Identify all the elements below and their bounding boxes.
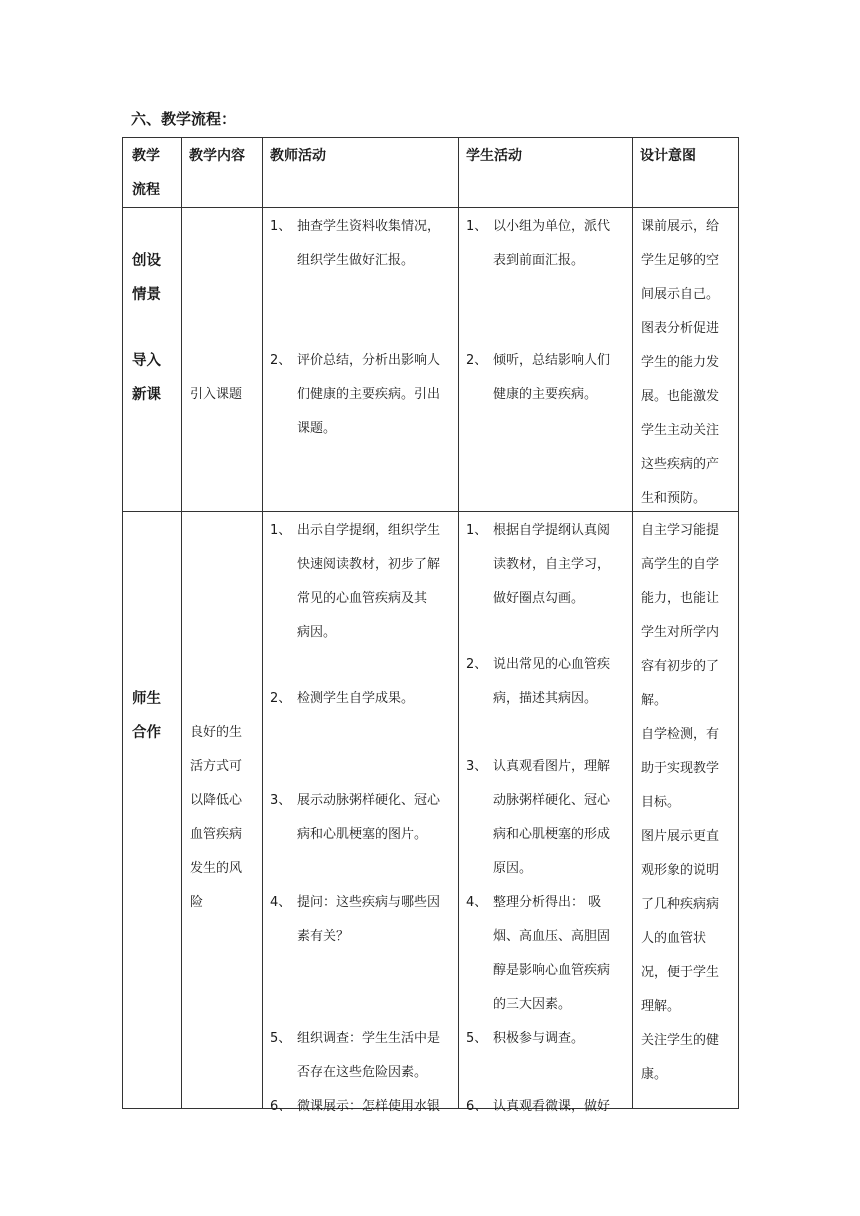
row2-stage-line: 合作 <box>132 725 161 741</box>
row1-intent-line: 展。也能激发 <box>641 389 720 404</box>
row1-intent-line: 学生足够的空 <box>641 253 720 268</box>
row1-intent-line: 学生主动关注 <box>641 423 720 438</box>
row2-intent-line: 自主学习能提 <box>641 523 720 538</box>
row2-teacher-num: 6、 <box>270 1099 292 1114</box>
row2-teacher-line: 微课展示：怎样使用水银 <box>297 1099 441 1114</box>
row2-student-line: 整理分析得出： 吸 <box>493 895 602 910</box>
row1-student-cell <box>459 208 633 512</box>
row2-student-line: 认真观看微课，做好 <box>493 1099 611 1114</box>
row1-intent-line: 生和预防。 <box>641 491 707 506</box>
header-stage-line: 流程 <box>132 182 160 198</box>
row2-teacher-line: 提问：这些疾病与哪些因 <box>297 895 441 910</box>
row1-teacher-cell <box>263 208 459 512</box>
row2-content-line: 发生的风 <box>190 861 243 876</box>
row1-stage-line: 导入 <box>132 353 161 369</box>
table-row-intro <box>123 208 739 512</box>
row2-intent-line: 关注学生的健 <box>641 1033 720 1048</box>
row1-student-line: 表到前面汇报。 <box>493 253 585 268</box>
row1-intent-line: 间展示自己。 <box>641 287 720 302</box>
row2-student-line: 的三大因素。 <box>493 997 572 1012</box>
row2-student-line: 原因。 <box>493 861 533 876</box>
row2-content-cell <box>182 512 263 1109</box>
row1-student-num: 1、 <box>466 219 488 234</box>
header-teacher <box>263 138 459 208</box>
row2-teacher-line: 出示自学提纲，组织学生 <box>297 523 441 538</box>
row2-teacher-num: 5、 <box>270 1031 292 1046</box>
row2-teacher-line: 素有关？ <box>297 929 350 944</box>
row2-intent-line: 解。 <box>641 693 668 708</box>
row1-teacher-line: 评价总结，分析出影响人 <box>297 353 441 368</box>
row2-student-line: 根据自学提纲认真阅 <box>493 523 611 538</box>
row2-content-line: 以降低心 <box>190 793 243 808</box>
header-student-label: 学生活动 <box>466 148 522 164</box>
table-header-row <box>123 138 739 208</box>
row2-teacher-line: 组织调查：学生生活中是 <box>297 1031 441 1046</box>
row2-intent-line: 理解。 <box>641 999 681 1014</box>
row2-teacher-line: 病和心肌梗塞的图片。 <box>297 827 428 842</box>
row2-teacher-num: 3、 <box>270 793 292 808</box>
row1-stage-line: 创设 <box>132 253 161 269</box>
row1-intent-line: 这些疾病的产 <box>641 457 720 472</box>
row2-intent-line: 助于实现教学 <box>641 761 720 776</box>
row1-student-line: 倾听，总结影响人们 <box>493 353 611 368</box>
row2-intent-line: 学生对所学内 <box>641 625 720 640</box>
teaching-flow-table <box>122 137 739 1114</box>
row2-intent-line: 能力，也能让 <box>641 591 720 606</box>
row2-stage-line: 师生 <box>132 691 161 707</box>
row1-teacher-line: 课题。 <box>297 421 337 436</box>
row2-student-num: 4、 <box>466 895 488 910</box>
header-stage-label <box>132 139 181 207</box>
header-stage-line: 教学 <box>132 148 160 164</box>
row1-teacher-line: 抽查学生资料收集情况， <box>297 219 441 234</box>
row1-teacher-line: 组织学生做好汇报。 <box>297 253 415 268</box>
row1-content-text: 引入课题 <box>190 387 243 402</box>
row1-content-cell <box>182 208 263 512</box>
header-content-label: 教学内容 <box>189 148 245 164</box>
row2-student-line: 认真观看图片，理解 <box>493 759 611 774</box>
row2-student-line: 读教材，自主学习， <box>493 557 611 572</box>
row1-teacher-num: 1、 <box>270 219 292 234</box>
row2-teacher-line: 检测学生自学成果。 <box>297 691 415 706</box>
header-intent <box>633 138 739 208</box>
row2-student-num: 2、 <box>466 657 488 672</box>
row2-intent-line: 康。 <box>641 1067 668 1082</box>
header-content <box>182 138 263 208</box>
row1-intent-line: 图表分析促进 <box>641 321 720 336</box>
row2-intent-line: 观形象的说明 <box>641 863 720 878</box>
row2-student-num: 3、 <box>466 759 488 774</box>
row2-teacher-line: 否存在这些危险因素。 <box>297 1065 428 1080</box>
row1-student-num: 2、 <box>466 353 488 368</box>
row2-student-line: 醇是影响心血管疾病 <box>493 963 611 978</box>
row2-stage-cell <box>123 512 182 1109</box>
row2-teacher-line: 快速阅读教材，初步了解 <box>297 557 441 572</box>
row2-content-line: 险 <box>190 895 204 910</box>
row2-intent-line: 容有初步的了 <box>641 659 720 674</box>
table-row-cooperation <box>123 512 739 1109</box>
row1-stage-cell <box>123 208 182 512</box>
row2-teacher-line: 常见的心血管疾病及其 <box>297 591 428 606</box>
row2-student-line: 烟、高血压、高胆固 <box>493 929 611 944</box>
row2-intent-line: 况，便于学生 <box>641 965 720 980</box>
row1-student-line: 以小组为单位，派代 <box>493 219 611 234</box>
row2-intent-line: 目标。 <box>641 795 681 810</box>
section-title: 六、教学流程： <box>131 110 237 128</box>
row2-student-line: 病，描述其病因。 <box>493 691 598 706</box>
row1-stage-line: 新课 <box>132 387 161 403</box>
row2-student-num: 5、 <box>466 1031 488 1046</box>
row2-student-line: 做好圈点勾画。 <box>493 591 585 606</box>
header-teacher-label: 教师活动 <box>270 148 326 164</box>
row2-content-line: 良好的生 <box>190 725 243 740</box>
row2-content-line: 血管疾病 <box>190 827 243 842</box>
row1-intent-cell <box>633 208 739 512</box>
row2-intent-line: 自学检测，有 <box>641 727 720 742</box>
row2-teacher-num: 2、 <box>270 691 292 706</box>
row2-student-line: 说出常见的心血管疾 <box>493 657 611 672</box>
row2-intent-line: 图片展示更直 <box>641 829 720 844</box>
row2-student-line: 积极参与调查。 <box>493 1031 585 1046</box>
row1-student-line: 健康的主要疾病。 <box>493 387 598 402</box>
row1-intent-line: 学生的能力发 <box>641 355 720 370</box>
row2-student-num: 1、 <box>466 523 488 538</box>
row2-student-line: 动脉粥样硬化、冠心 <box>493 793 611 808</box>
row2-student-num: 6、 <box>466 1099 488 1114</box>
header-student <box>459 138 633 208</box>
row2-teacher-num: 4、 <box>270 895 292 910</box>
row1-intent-line: 课前展示，给 <box>641 219 720 234</box>
row2-intent-line: 高学生的自学 <box>641 557 720 572</box>
row2-teacher-line: 病因。 <box>297 625 337 640</box>
row2-intent-line: 人的血管状 <box>641 931 707 946</box>
row2-intent-line: 了几种疾病病 <box>641 897 720 912</box>
row2-teacher-line: 展示动脉粥样硬化、冠心 <box>297 793 441 808</box>
row1-teacher-line: 们健康的主要疾病。引出 <box>297 387 441 402</box>
row2-content-line: 活方式可 <box>190 759 243 774</box>
row2-teacher-cell <box>263 512 459 1114</box>
row2-student-cell <box>459 512 633 1114</box>
header-stage <box>123 138 182 208</box>
row2-intent-cell <box>633 512 739 1109</box>
header-intent-label: 设计意图 <box>640 148 696 164</box>
row1-stage-line: 情景 <box>132 287 161 303</box>
row2-teacher-num: 1、 <box>270 523 292 538</box>
row2-student-line: 病和心肌梗塞的形成 <box>493 827 611 842</box>
row1-teacher-num: 2、 <box>270 353 292 368</box>
